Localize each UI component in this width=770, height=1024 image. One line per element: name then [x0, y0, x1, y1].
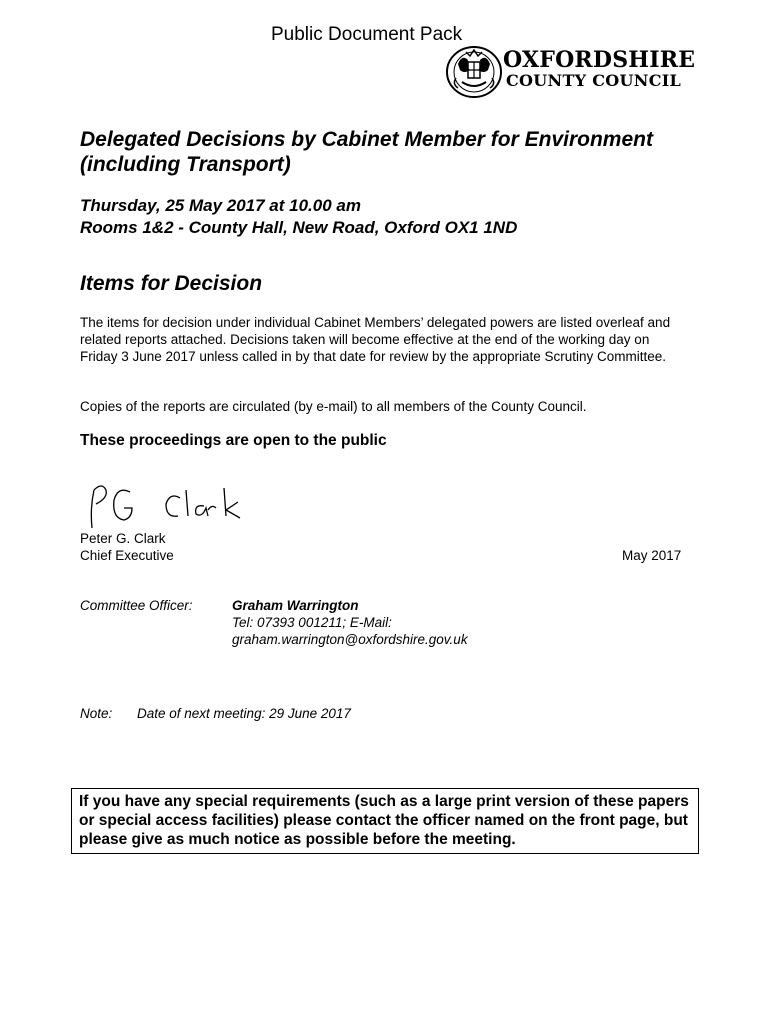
meeting-datetime: Thursday, 25 May 2017 at 10.00 am: [80, 196, 361, 215]
document-date: May 2017: [622, 548, 682, 563]
public-document-pack-label: Public Document Pack: [271, 24, 463, 45]
committee-officer-tel: Tel: 07393 001211; E-Mail:: [232, 615, 392, 630]
note-label: Note:: [80, 706, 113, 721]
items-intro-paragraph: The items for decision under individual Cabinet Members’ delegated powers are listed overleaf and related reports attached. Decisions taken will become effective at the end of the working day on Friday 3 June 2017 unless called in by that date for review by the appropriate Scrutiny Committee.: [80, 315, 671, 364]
items-heading: Items for Decision: [80, 272, 263, 295]
signatory-name: Peter G. Clark: [80, 531, 166, 546]
meeting-title: Delegated Decisions by Cabinet Member for Environment (including Transport): [80, 128, 653, 176]
copies-paragraph: Copies of the reports are circulated (by e-mail) to all members of the County Council.: [80, 399, 587, 414]
logo-text-oxfordshire: OXFORDSHIRE: [503, 47, 696, 73]
note-text: Date of next meeting: 29 June 2017: [137, 706, 351, 721]
county-crest-icon: [444, 44, 504, 100]
committee-officer-email: graham.warrington@oxfordshire.gov.uk: [232, 632, 468, 647]
oxfordshire-logo: [444, 46, 694, 98]
committee-officer-name: Graham Warrington: [232, 598, 359, 613]
signature-image: [78, 478, 258, 536]
special-requirements-box: If you have any special requirements (such as a large print version of these papers or special access facilities) please contact the officer named on the front page, but please give as much notice as possible before the meeting.: [71, 788, 699, 854]
logo-text-county-council: COUNTY COUNCIL: [506, 71, 682, 90]
meeting-venue: Rooms 1&2 - County Hall, New Road, Oxford OX1 1ND: [80, 218, 518, 237]
public-notice: These proceedings are open to the public: [80, 432, 387, 449]
signatory-title: Chief Executive: [80, 548, 174, 563]
meeting-details: [80, 195, 720, 239]
committee-officer-label: Committee Officer:: [80, 598, 193, 613]
